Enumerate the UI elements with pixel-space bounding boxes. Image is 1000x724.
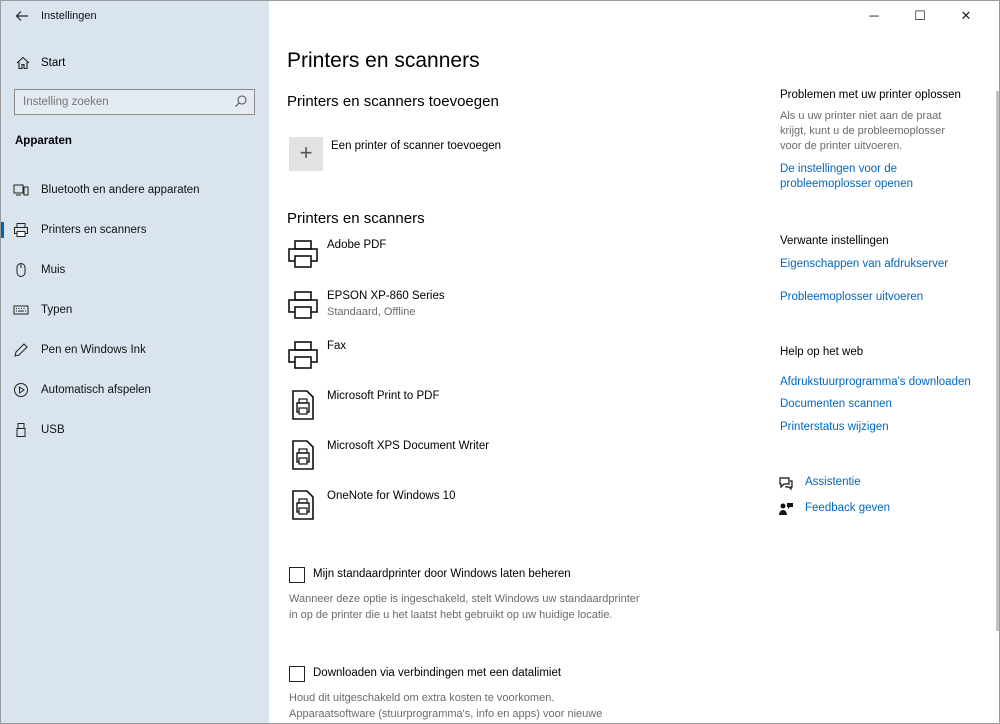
checkbox-box[interactable]	[289, 567, 305, 583]
sidebar-item-label: Typen	[41, 304, 73, 316]
autoplay-icon	[13, 382, 29, 398]
arrow-left-icon	[15, 9, 29, 23]
keyboard-icon	[13, 302, 29, 318]
page-title: Printers en scanners	[287, 49, 480, 72]
device-name: Adobe PDF	[327, 239, 387, 251]
chat-help-icon	[778, 475, 794, 491]
give-feedback-label: Feedback geven	[805, 502, 891, 514]
device-item-onenote[interactable]	[287, 489, 647, 533]
web-help-heading: Help op het web	[780, 346, 864, 358]
devices-heading: Printers en scanners	[287, 210, 425, 227]
device-item-epson[interactable]	[287, 289, 647, 333]
scrollbar[interactable]	[996, 91, 999, 631]
device-status: Standaard, Offline	[327, 306, 416, 318]
maximize-button[interactable]: ☐	[914, 8, 926, 23]
active-indicator	[1, 222, 4, 238]
text-line: krijgt, kunt u de probleemoplosser	[780, 125, 946, 137]
device-item-adobe-pdf[interactable]	[287, 238, 647, 282]
sidebar-item-printers[interactable]	[1, 215, 269, 245]
close-button[interactable]: ✕	[960, 8, 972, 23]
checkbox-label: Mijn standaardprinter door Windows laten beheren	[313, 568, 571, 580]
sidebar	[1, 1, 269, 724]
description-line: in op de printer die u het laatst hebt gebruikt op uw huidige locatie.	[289, 609, 613, 621]
checkbox-box[interactable]	[289, 666, 305, 682]
document-printer-icon	[287, 489, 319, 521]
link-line: probleemoplosser openen	[780, 178, 913, 190]
device-item-fax[interactable]	[287, 339, 647, 383]
give-feedback-link[interactable]	[778, 501, 978, 519]
sidebar-item-label: Pen en Windows Ink	[41, 344, 146, 356]
sidebar-item-pen[interactable]	[1, 335, 269, 365]
mouse-icon	[13, 262, 29, 278]
sidebar-item-autoplay[interactable]	[1, 375, 269, 405]
default-printer-description	[289, 591, 689, 623]
add-section-heading: Printers en scanners toevoegen	[287, 93, 499, 110]
app-title: Instellingen	[41, 10, 97, 22]
sidebar-item-bluetooth[interactable]	[1, 175, 269, 205]
text-line: voor de printer uitvoeren.	[780, 140, 903, 152]
checkbox-label: Downloaden via verbindingen met een datalimiet	[313, 667, 562, 679]
sidebar-item-mouse[interactable]	[1, 255, 269, 285]
titlebar-left	[1, 1, 269, 31]
minimize-button[interactable]: ─	[869, 8, 879, 23]
related-settings-heading: Verwante instellingen	[780, 235, 889, 247]
printer-icon	[287, 289, 319, 321]
default-printer-checkbox[interactable]	[289, 567, 709, 585]
printer-icon	[287, 339, 319, 371]
back-button[interactable]	[11, 6, 33, 26]
link-line: De instellingen voor de	[780, 163, 897, 175]
sidebar-item-label: Muis	[41, 264, 66, 276]
home-icon	[15, 55, 31, 71]
nav-home[interactable]	[1, 51, 269, 75]
search-icon[interactable]	[234, 94, 248, 110]
sidebar-item-usb[interactable]	[1, 415, 269, 445]
document-printer-icon	[287, 389, 319, 421]
print-server-properties-link[interactable]: Eigenschappen van afdrukserver	[780, 258, 949, 270]
sidebar-item-typing[interactable]	[1, 295, 269, 325]
document-printer-icon	[287, 439, 319, 471]
pen-icon	[13, 342, 29, 358]
usb-icon	[13, 422, 29, 438]
device-name: Microsoft XPS Document Writer	[327, 440, 490, 452]
troubleshoot-heading: Problemen met uw printer oplossen	[780, 89, 961, 101]
search-input[interactable]	[23, 94, 223, 110]
get-help-label: Assistentie	[805, 476, 861, 488]
device-name: OneNote for Windows 10	[327, 490, 456, 502]
section-label-devices: Apparaten	[15, 135, 72, 147]
search-box[interactable]	[14, 89, 255, 115]
device-name: Microsoft Print to PDF	[327, 390, 440, 402]
troubleshoot-text	[780, 109, 980, 154]
run-troubleshooter-link[interactable]: Probleemoplosser uitvoeren	[780, 291, 924, 303]
scan-documents-link[interactable]: Documenten scannen	[780, 398, 892, 410]
text-line: Als u uw printer niet aan de praat	[780, 110, 942, 122]
nav-home-label: Start	[41, 57, 66, 69]
printer-icon	[287, 238, 319, 270]
metered-download-checkbox[interactable]	[289, 666, 709, 684]
description-line: Wanneer deze optie is ingeschakeld, stelt Windows uw standaardprinter	[289, 593, 640, 605]
metered-download-description	[289, 690, 689, 722]
download-drivers-link[interactable]: Afdrukstuurprogramma's downloaden	[780, 376, 971, 388]
bluetooth-devices-icon	[13, 182, 29, 198]
device-item-ms-print-to-pdf[interactable]	[287, 389, 647, 433]
change-printer-status-link[interactable]: Printerstatus wijzigen	[780, 421, 889, 433]
device-item-ms-xps-writer[interactable]	[287, 439, 647, 483]
get-help-link[interactable]	[778, 475, 978, 493]
sidebar-item-label: Printers en scanners	[41, 224, 147, 236]
sidebar-item-label: Automatisch afspelen	[41, 384, 151, 396]
device-name: Fax	[327, 340, 347, 352]
sidebar-item-label: Bluetooth en andere apparaten	[41, 184, 200, 196]
printer-icon	[13, 222, 29, 238]
troubleshoot-settings-link[interactable]	[780, 162, 980, 192]
plus-icon: +	[289, 137, 323, 171]
add-printer-label: Een printer of scanner toevoegen	[331, 140, 502, 152]
device-name: EPSON XP-860 Series	[327, 290, 445, 302]
add-printer-button[interactable]	[289, 137, 589, 171]
main-content	[269, 1, 1000, 724]
description-line: Apparaatsoftware (stuurprogramma's, info en apps) voor nieuwe	[289, 708, 603, 720]
description-line: Houd dit uitgeschakeld om extra kosten te voorkomen.	[289, 692, 555, 704]
feedback-icon	[778, 501, 794, 517]
sidebar-item-label: USB	[41, 424, 65, 436]
